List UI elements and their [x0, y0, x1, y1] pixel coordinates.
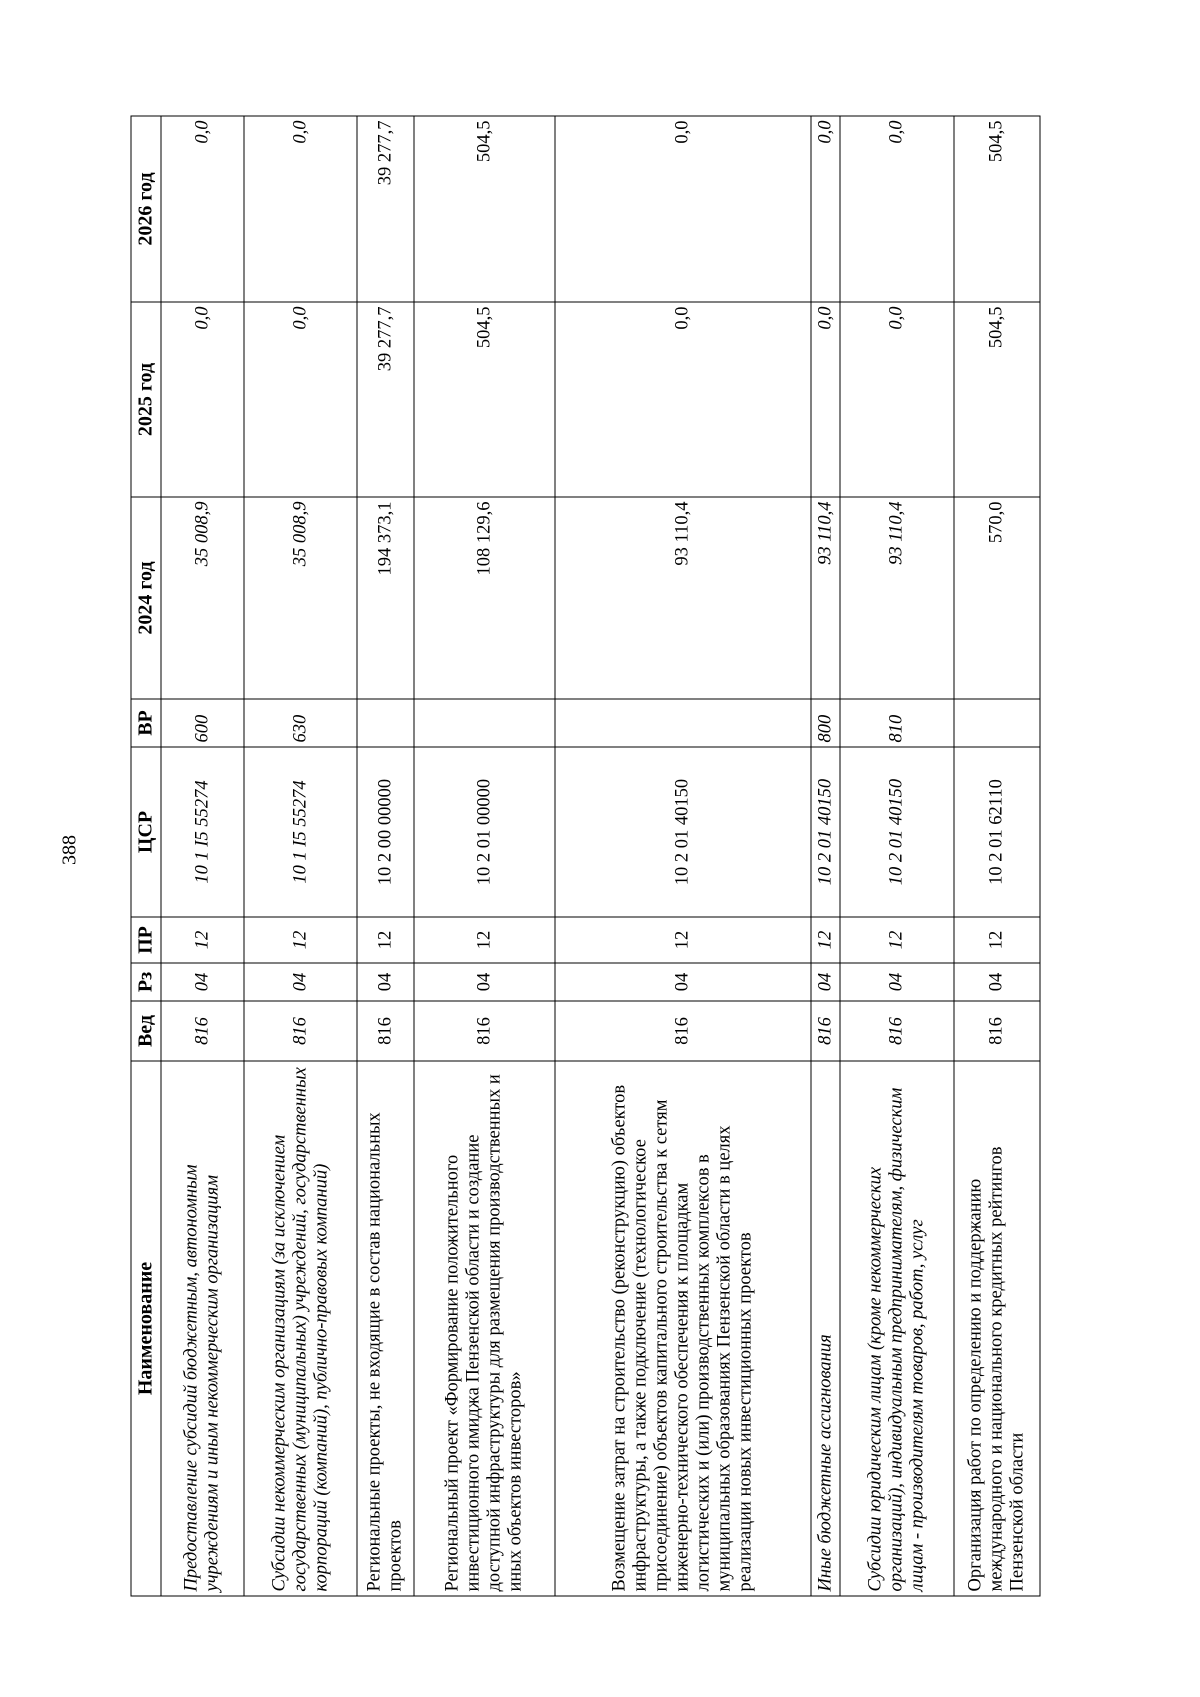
- table-row: [555, 116, 812, 1596]
- table-row: [161, 116, 244, 1596]
- row-2026: 39 277,7: [357, 116, 414, 302]
- table-row: [357, 116, 414, 1596]
- row-rz: 04: [161, 963, 244, 1001]
- table-header-row: [131, 116, 161, 1596]
- row-csr: 10 2 01 40150: [555, 747, 812, 917]
- row-vr: 810: [840, 699, 953, 747]
- row-2026: 0,0: [161, 116, 244, 302]
- row-name: Организация работ по определению и поддержанию международного и национального кредитных рейтингов Пензенской области: [954, 1061, 1040, 1596]
- row-ved: 816: [414, 1001, 554, 1061]
- row-vr: [555, 699, 812, 747]
- row-name: Региональные проекты, не входящие в состав национальных проектов: [357, 1061, 414, 1596]
- row-2025: 0,0: [161, 302, 244, 497]
- row-pr: 12: [811, 917, 840, 963]
- header-rz: Рз: [131, 963, 161, 1001]
- row-csr: 10 2 01 40150: [840, 747, 953, 917]
- table-row: [840, 116, 953, 1596]
- row-csr: 10 2 01 62110: [954, 747, 1040, 917]
- table-row: [811, 116, 840, 1596]
- row-2025: 0,0: [244, 302, 357, 497]
- row-2026: 504,5: [414, 116, 554, 302]
- row-csr: 10 2 01 00000: [414, 747, 554, 917]
- row-pr: 12: [161, 917, 244, 963]
- row-name: Возмещение затрат на строительство (реконструкцию) объектов инфраструктуры, а также подключение (технологическое присоединение) объектов капитального строительства к сетям инженерно-технического обеспечения к площадкам логистических и (или) производственных комплексов в муниципальных образованиях Пензенской области в целях реализации новых инвестиционных проектов: [555, 1061, 812, 1596]
- row-pr: 12: [555, 917, 812, 963]
- row-vr: 800: [811, 699, 840, 747]
- table-row: [954, 116, 1040, 1596]
- row-2025: 504,5: [414, 302, 554, 497]
- row-vr: 630: [244, 699, 357, 747]
- row-csr: 10 1 I5 55274: [161, 747, 244, 917]
- row-2025: 0,0: [555, 302, 812, 497]
- row-2024: 93 110,4: [555, 497, 812, 699]
- table-row: [414, 116, 554, 1596]
- row-pr: 12: [840, 917, 953, 963]
- row-vr: [414, 699, 554, 747]
- row-name: Субсидии некоммерческим организациям (за исключением государственных (муниципальных) учреждений, государственных корпораций (компаний), публично-правовых компаний): [244, 1061, 357, 1596]
- row-pr: 12: [414, 917, 554, 963]
- row-csr: 10 2 00 00000: [357, 747, 414, 917]
- row-2026: 0,0: [840, 116, 953, 302]
- row-2024: 93 110,4: [840, 497, 953, 699]
- row-ved: 816: [244, 1001, 357, 1061]
- table-row: [244, 116, 357, 1596]
- row-name: Региональный проект «Формирование положительного инвестиционного имиджа Пензенской области и создание доступной инфраструктуры для размещения производственных и иных объектов инвесторов»: [414, 1061, 554, 1596]
- row-2025: 504,5: [954, 302, 1040, 497]
- header-name: Наименование: [131, 1061, 161, 1596]
- row-pr: 12: [357, 917, 414, 963]
- page-number: 388: [58, 835, 81, 865]
- header-2024: 2024 год: [131, 497, 161, 699]
- header-2026: 2026 год: [131, 116, 161, 302]
- header-csr: ЦСР: [131, 747, 161, 917]
- row-ved: 816: [555, 1001, 812, 1061]
- row-ved: 816: [840, 1001, 953, 1061]
- row-vr: [357, 699, 414, 747]
- row-2026: 0,0: [811, 116, 840, 302]
- row-vr: 600: [161, 699, 244, 747]
- row-pr: 12: [954, 917, 1040, 963]
- row-2026: 0,0: [244, 116, 357, 302]
- row-2025: 0,0: [811, 302, 840, 497]
- row-rz: 04: [244, 963, 357, 1001]
- row-csr: 10 2 01 40150: [811, 747, 840, 917]
- row-ved: 816: [357, 1001, 414, 1061]
- header-vr: ВР: [131, 699, 161, 747]
- row-2024: 108 129,6: [414, 497, 554, 699]
- row-rz: 04: [414, 963, 554, 1001]
- row-2024: 35 008,9: [244, 497, 357, 699]
- row-rz: 04: [811, 963, 840, 1001]
- header-ved: Вед: [131, 1001, 161, 1061]
- row-rz: 04: [555, 963, 812, 1001]
- row-name: Предоставление субсидий бюджетным, автономным учреждениям и иным некоммерческим организациям: [161, 1061, 244, 1596]
- row-ved: 816: [954, 1001, 1040, 1061]
- row-2025: 0,0: [840, 302, 953, 497]
- header-2025: 2025 год: [131, 302, 161, 497]
- row-rz: 04: [954, 963, 1040, 1001]
- row-2024: 570,0: [954, 497, 1040, 699]
- row-2026: 504,5: [954, 116, 1040, 302]
- row-2026: 0,0: [555, 116, 812, 302]
- budget-table: [131, 116, 1041, 1597]
- row-rz: 04: [357, 963, 414, 1001]
- row-name: Иные бюджетные ассигнования: [811, 1061, 840, 1596]
- row-2024: 194 373,1: [357, 497, 414, 699]
- row-rz: 04: [840, 963, 953, 1001]
- row-vr: [954, 699, 1040, 747]
- row-ved: 816: [811, 1001, 840, 1061]
- row-2024: 35 008,9: [161, 497, 244, 699]
- row-2025: 39 277,7: [357, 302, 414, 497]
- row-ved: 816: [161, 1001, 244, 1061]
- header-pr: ПР: [131, 917, 161, 963]
- row-csr: 10 1 I5 55274: [244, 747, 357, 917]
- row-name: Субсидии юридическим лицам (кроме некоммерческих организаций), индивидуальным предпринимателям, физическим лицам - производителям товаров, работ, услуг: [840, 1061, 953, 1596]
- row-2024: 93 110,4: [811, 497, 840, 699]
- row-pr: 12: [244, 917, 357, 963]
